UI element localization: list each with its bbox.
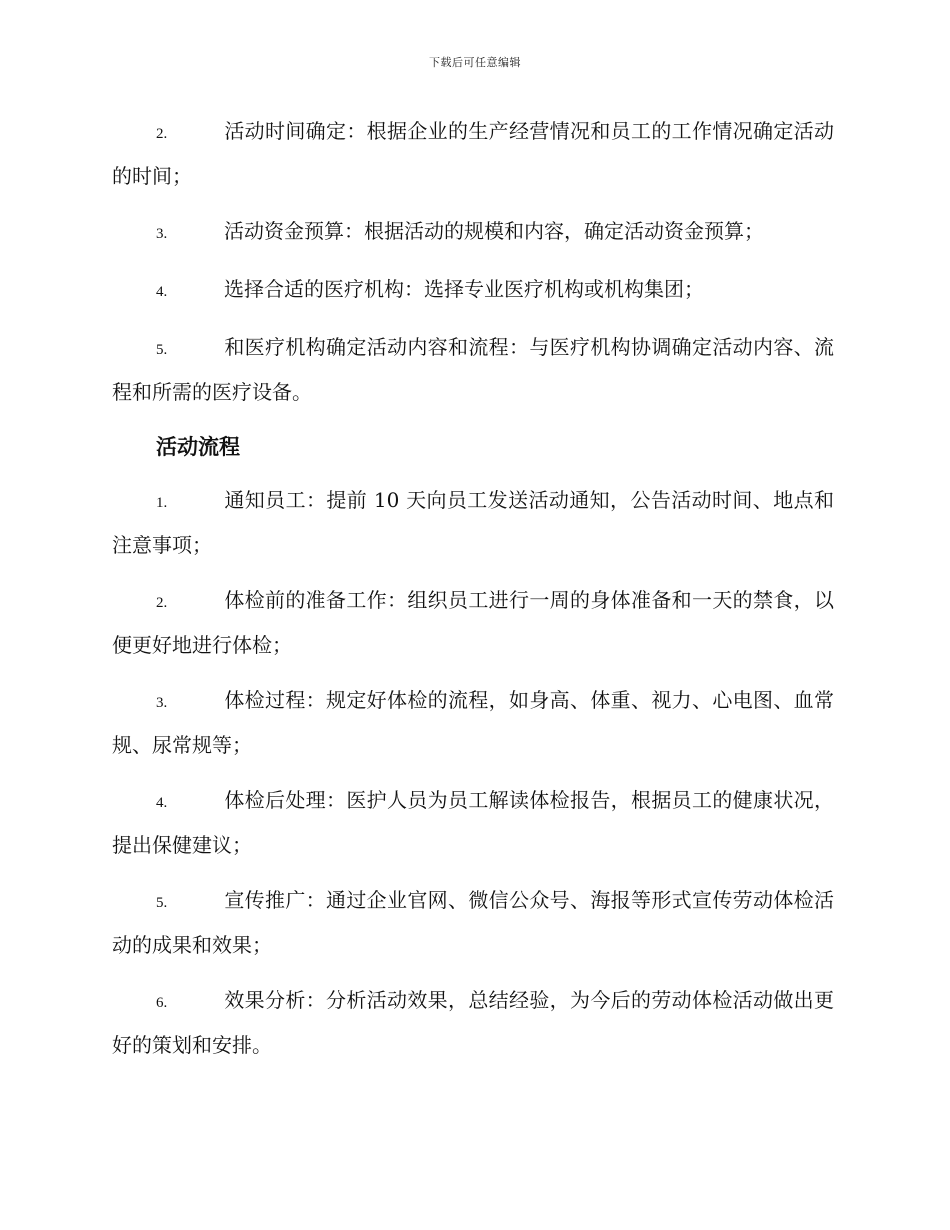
list-number: 4. xyxy=(156,795,168,811)
list-text: 活动资金预算：根据活动的规模和内容，确定活动资金预算； xyxy=(224,219,764,243)
list-text: 体检过程：规定好体检的流程，如身高、体重、视力、心电图、血常规、尿常规等； xyxy=(112,688,834,757)
list-number: 1. xyxy=(156,495,168,511)
list-item-prep-3 xyxy=(112,210,834,255)
list-item-flow-1 xyxy=(112,479,834,566)
page-header: 下载后可任意编辑 xyxy=(429,56,521,69)
list-text: 体检前的准备工作：组织员工进行一周的身体准备和一天的禁食，以便更好地进行体检； xyxy=(112,588,834,657)
list-number: 2. xyxy=(156,595,168,611)
list-item-flow-5 xyxy=(112,879,834,966)
list-item-flow-2 xyxy=(112,579,834,666)
list-number: 5. xyxy=(156,895,168,911)
list-number: 6. xyxy=(156,995,168,1011)
list-item-flow-6 xyxy=(112,979,834,1066)
section-heading: 活动流程 xyxy=(156,434,240,459)
list-item-prep-2 xyxy=(112,110,834,197)
list-text: 和医疗机构确定活动内容和流程：与医疗机构协调确定活动内容、流程和所需的医疗设备。 xyxy=(112,335,834,404)
list-text: 体检后处理：医护人员为员工解读体检报告，根据员工的健康状况，提出保健建议； xyxy=(112,788,834,857)
list-number: 3. xyxy=(156,695,168,711)
list-number: 5. xyxy=(156,342,168,358)
document-body xyxy=(112,110,834,1079)
list-item-flow-4 xyxy=(112,779,834,866)
list-text: 宣传推广：通过企业官网、微信公众号、海报等形式宣传劳动体检活动的成果和效果； xyxy=(112,888,834,957)
list-item-prep-4 xyxy=(112,268,834,313)
list-text: 活动时间确定：根据企业的生产经营情况和员工的工作情况确定活动的时间； xyxy=(112,119,834,188)
list-text: 效果分析：分析活动效果，总结经验，为今后的劳动体检活动做出更好的策划和安排。 xyxy=(112,988,834,1057)
list-number: 2. xyxy=(156,126,168,142)
list-item-prep-5 xyxy=(112,326,834,413)
list-number: 3. xyxy=(156,226,168,242)
list-number: 4. xyxy=(156,284,168,300)
list-text: 通知员工：提前 10 天向员工发送活动通知，公告活动时间、地点和注意事项； xyxy=(112,488,834,557)
list-text: 选择合适的医疗机构：选择专业医疗机构或机构集团； xyxy=(224,277,704,301)
list-item-flow-3 xyxy=(112,679,834,766)
